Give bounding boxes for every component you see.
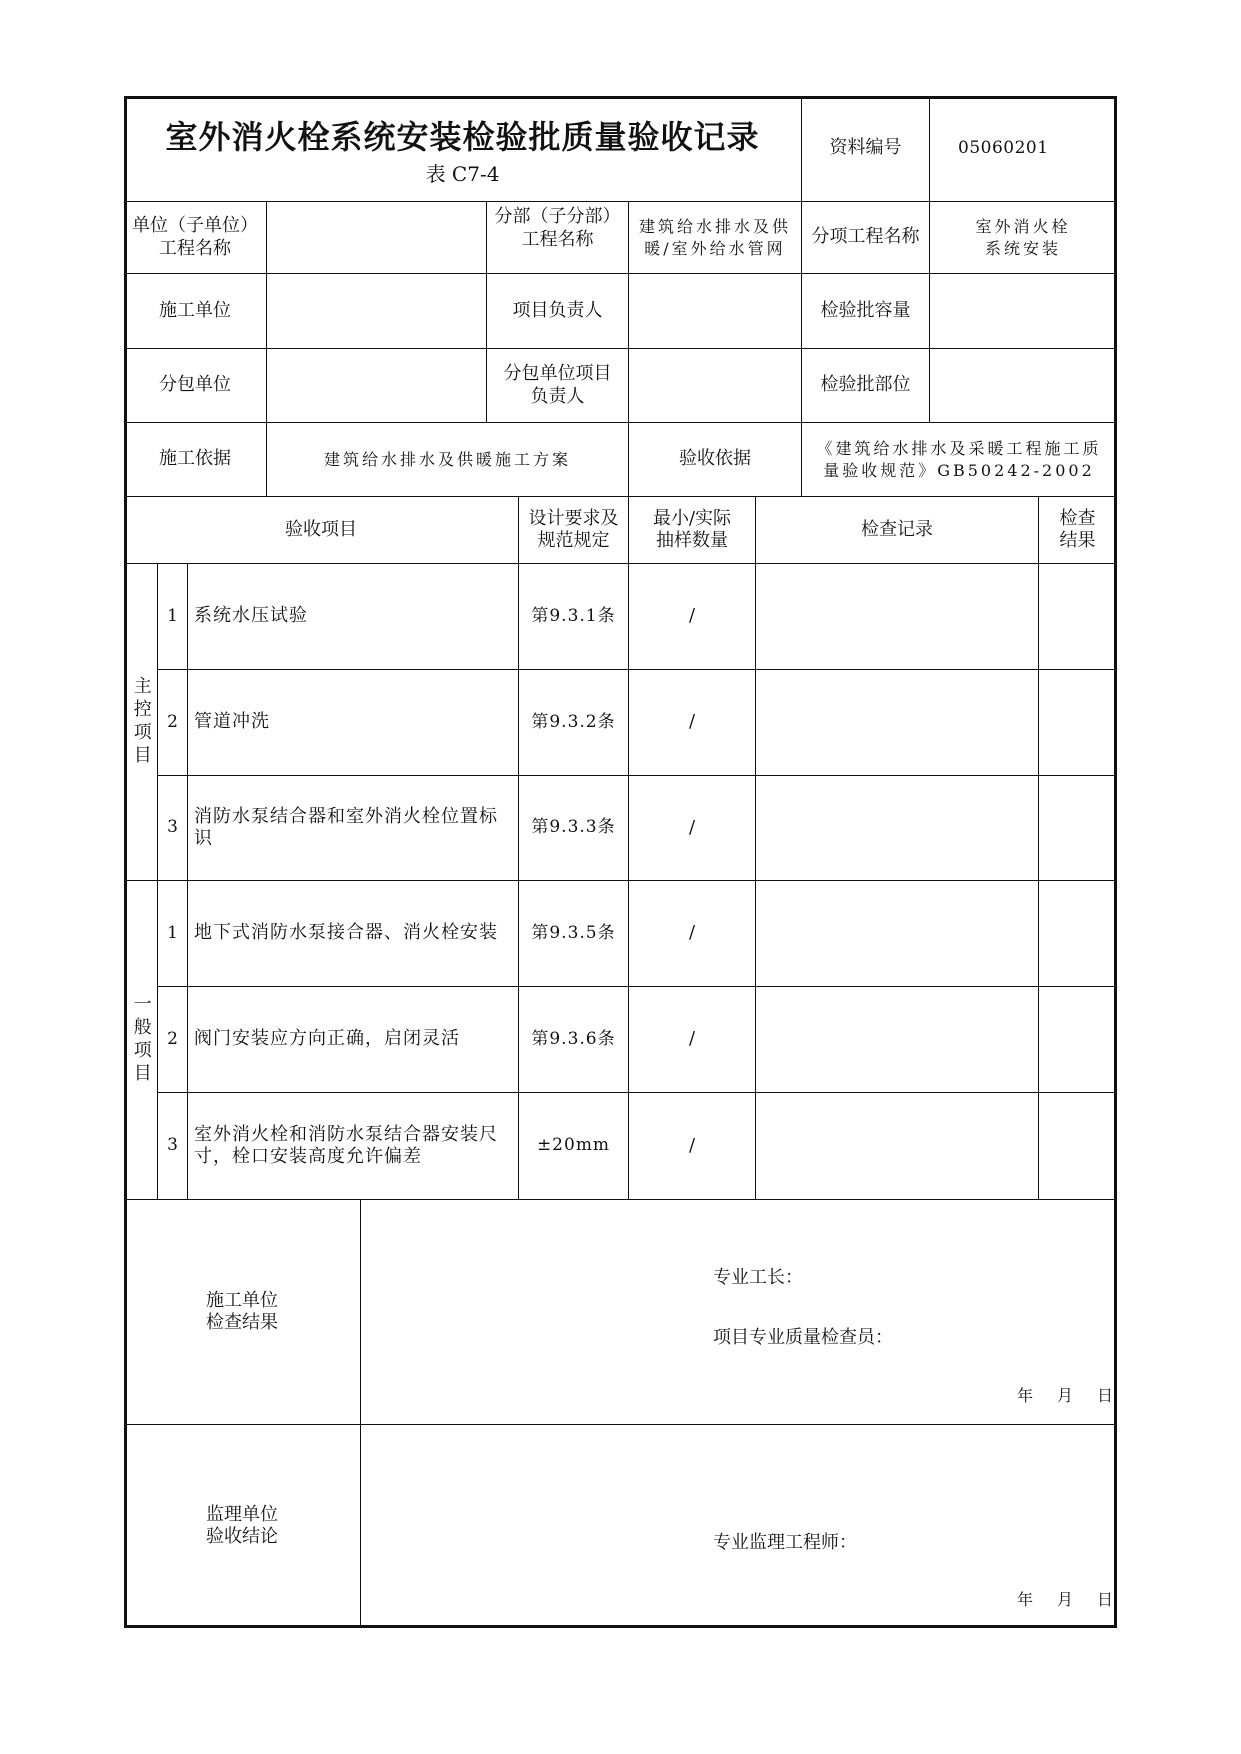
- acceptance-basis-label: 验收依据: [629, 423, 802, 497]
- general-group: [124, 881, 158, 1200]
- construction-basis-label: 施工依据: [124, 423, 267, 497]
- general-item-2-record: [756, 987, 1039, 1093]
- supervisor-date-day: 日: [1097, 1590, 1114, 1609]
- general-label: 一般项目: [130, 994, 152, 1086]
- main-item-3-number: 3: [158, 776, 188, 881]
- main-item-2-result: [1039, 670, 1117, 776]
- contractor-label: 施工单位: [124, 274, 267, 349]
- contractor-check-area: [361, 1200, 1117, 1425]
- main-item-3-record: [756, 776, 1039, 881]
- general-item-3-number: 3: [158, 1093, 188, 1200]
- form-code: 表 C7-4: [425, 161, 500, 186]
- header-design: 设计要求及 规范规定: [519, 497, 629, 564]
- batch-capacity-label: 检验批容量: [802, 274, 930, 349]
- main-item-1-result: [1039, 564, 1117, 670]
- project-manager-label: 项目负责人: [487, 274, 629, 349]
- main-item-1-sampling: /: [629, 564, 756, 670]
- unit-project-value: [267, 202, 487, 274]
- project-manager-value: [629, 274, 802, 349]
- main-item-1-name: 系统水压试验: [188, 564, 519, 670]
- contractor-date-month: 月: [1057, 1386, 1074, 1405]
- form-title: 室外消火栓系统安装检验批质量验收记录: [165, 118, 760, 157]
- main-control-label: 主控项目: [130, 676, 152, 768]
- subitem-label: 分项工程名称: [802, 202, 930, 274]
- supervisor-date-year: 年: [1017, 1590, 1034, 1609]
- subcontractor-label: 分包单位: [124, 349, 267, 423]
- general-item-2-sampling: /: [629, 987, 756, 1093]
- inspection-record-form: [124, 96, 1117, 1628]
- supervisor-conclusion-label: 监理单位 验收结论: [124, 1425, 361, 1628]
- main-item-2-number: 2: [158, 670, 188, 776]
- general-item-2-standard: 第9.3.6条: [519, 987, 629, 1093]
- general-item-1-result: [1039, 881, 1117, 987]
- header-sampling: 最小/实际 抽样数量: [629, 497, 756, 564]
- contractor-value: [267, 274, 487, 349]
- contractor-date-day: 日: [1097, 1386, 1114, 1405]
- subcontractor-manager-label: 分包单位项目 负责人: [487, 349, 629, 423]
- main-item-1-standard: 第9.3.1条: [519, 564, 629, 670]
- main-item-2-name: 管道冲洗: [188, 670, 519, 776]
- doc-number-value: 05060201: [930, 96, 1117, 202]
- foreman-signature-label: 专业工长：: [713, 1267, 803, 1288]
- subcontractor-value: [267, 349, 487, 423]
- subitem-value: 室外消火栓 系统安装: [930, 202, 1117, 274]
- supervisor-conclusion-area: [361, 1425, 1117, 1628]
- general-item-3-name: 室外消火栓和消防水泵结合器安装尺 寸，栓口安装高度允许偏差: [188, 1093, 519, 1200]
- supervisor-date-month: 月: [1057, 1590, 1074, 1609]
- header-result: 检查 结果: [1039, 497, 1117, 564]
- main-item-3-standard: 第9.3.3条: [519, 776, 629, 881]
- general-item-3-result: [1039, 1093, 1117, 1200]
- main-item-2-standard: 第9.3.2条: [519, 670, 629, 776]
- batch-capacity-value: [930, 274, 1117, 349]
- division-label: 分部（子分部） 工程名称: [487, 202, 629, 274]
- batch-location-label: 检验批部位: [802, 349, 930, 423]
- quality-inspector-signature-label: 项目专业质量检查员：: [713, 1327, 893, 1348]
- general-item-3-record: [756, 1093, 1039, 1200]
- main-control-group: [124, 564, 158, 881]
- division-value: 建筑给水排水及供 暖/室外给水管网: [629, 202, 802, 274]
- general-item-1-sampling: /: [629, 881, 756, 987]
- unit-project-label: 单位（子单位） 工程名称: [124, 202, 267, 274]
- acceptance-basis-value: 《建筑给水排水及采暖工程施工质 量验收规范》GB50242-2002: [802, 423, 1117, 497]
- subcontractor-manager-value: [629, 349, 802, 423]
- header-record: 检查记录: [756, 497, 1039, 564]
- general-item-2-result: [1039, 987, 1117, 1093]
- batch-location-value: [930, 349, 1117, 423]
- general-item-2-name: 阀门安装应方向正确，启闭灵活: [188, 987, 519, 1093]
- general-item-1-name: 地下式消防水泵接合器、消火栓安装: [188, 881, 519, 987]
- general-item-1-number: 1: [158, 881, 188, 987]
- main-item-1-record: [756, 564, 1039, 670]
- contractor-date-year: 年: [1017, 1386, 1034, 1405]
- construction-basis-value: 建筑给水排水及供暖施工方案: [267, 423, 629, 497]
- general-item-1-record: [756, 881, 1039, 987]
- general-item-3-sampling: /: [629, 1093, 756, 1200]
- header-item: 验收项目: [124, 497, 519, 564]
- contractor-check-label: 施工单位 检查结果: [124, 1200, 361, 1425]
- main-item-3-sampling: /: [629, 776, 756, 881]
- general-item-2-number: 2: [158, 987, 188, 1093]
- main-item-3-result: [1039, 776, 1117, 881]
- main-item-1-number: 1: [158, 564, 188, 670]
- main-item-3-name: 消防水泵结合器和室外消火栓位置标 识: [188, 776, 519, 881]
- main-item-2-record: [756, 670, 1039, 776]
- general-item-1-standard: 第9.3.5条: [519, 881, 629, 987]
- supervising-engineer-signature-label: 专业监理工程师：: [713, 1532, 857, 1553]
- main-item-2-sampling: /: [629, 670, 756, 776]
- general-item-3-standard: ±20mm: [519, 1093, 629, 1200]
- title-block: [124, 96, 802, 202]
- doc-number-label: 资料编号: [802, 96, 930, 202]
